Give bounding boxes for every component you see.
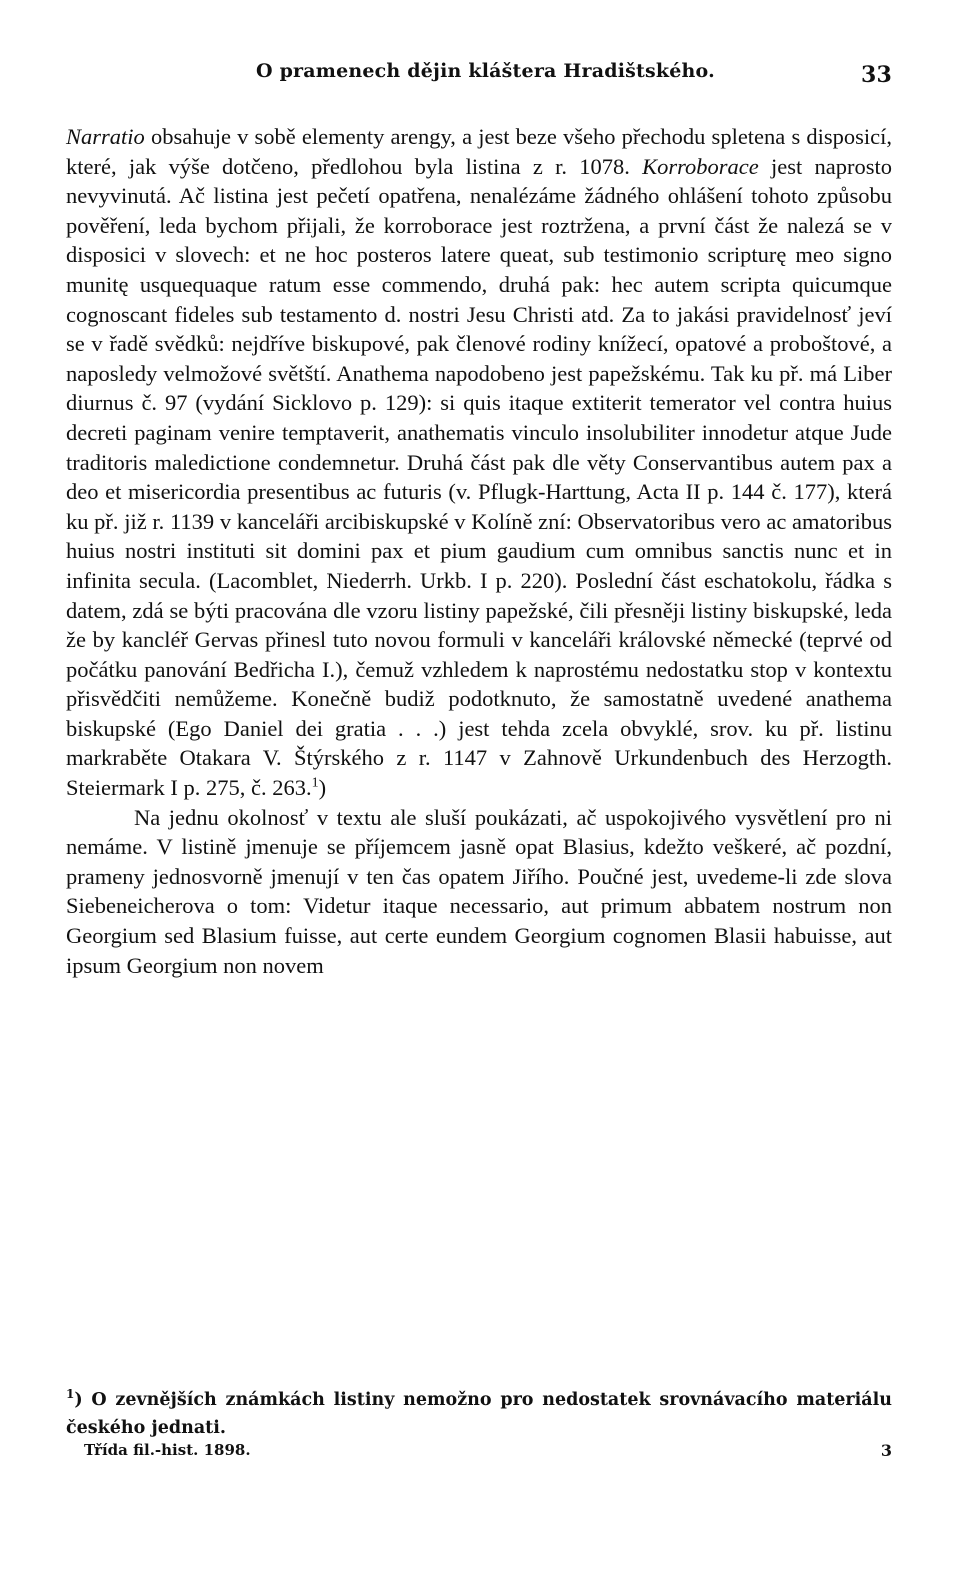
- italic-term-narratio: Narratio: [66, 124, 145, 149]
- running-title: O pramenech dějin kláštera Hradištského.: [256, 60, 715, 82]
- paragraph-2: Na jednu okolnosť v textu ale sluší poukázati, ač uspokojivého vysvětlení pro ni nemáme. V listině jmenuje se příjemcem jasně opat Blasius, kdežto veškeré, ač pozdní, prameny jednosvorně jmenují v ten čas opatem Jiřího. Poučné jest, uvedeme-li zde slova Siebeneicherova o tom: Videtur itaque necessario, aut primum abbatem nostrum non Georgium sed Blasium fuisse, aut certe eundem Georgium cognomen Blasii habuisse, aut ipsum Georgium non novem: [66, 804, 892, 978]
- paragraph-1: [66, 122, 892, 803]
- paragraph-1-text-a: obsahuje v sobě elementy arengy, a jest beze všeho přechodu spletena s disposicí, které, jak výše dotčeno, předlohou byla listina z r. 1078.: [66, 124, 892, 179]
- footer-signature: Třída fil.-hist. 1898.: [84, 1441, 251, 1459]
- footnote-text: ) O zevnějších známkách listiny nemožno pro nedostatek srovnávacího materiálu českého jednati.: [66, 1389, 892, 1438]
- page-footer: [84, 1441, 892, 1467]
- running-header: [256, 60, 892, 90]
- italic-term-korroborace: Korroborace: [642, 153, 759, 179]
- sheet-number: 3: [880, 1441, 892, 1460]
- paragraph-1-text-b: jest naprosto nevyvinutá. Ač listina jest pečetí opatřena, nenalézáme žádného ohlášení tohoto způsobu pověření, leda bychom přijali, že korroborace jest roztržena, a první část že nalezá se v disposici v slovech: et ne hoc posteros latere queat, sub testimonio scripturę meo signo munitę usquequaque ratum esse commendo, druhá pak: hec autem scripta quicumque cognoscant fideles sub testamento d. nostri Jesu Christi atd. Za to jakási pravidelnosť jeví se v řadě svědků: nejdříve biskupové, pak členové rodiny knížecí, opatové a proboštové, a naposledy velmožové světští. Anathema napodobeno jest papežskému. Tak ku př. má Liber diurnus č. 97 (vydání Sicklovo p. 129): si quis itaque extiterit temerator vel contra huius decreti paginam venire temptaverit, anathematis vinculo insolubiliter innodetur atque Jude traditoris maledictione condemnetur. Druhá část pak dle věty Conservantibus autem pax a deo et misericordia presentibus ac futuris (v. Pflugk-Harttung, Acta II p. 144 č. 177), která ku př. již r. 1139 v kanceláři arcibiskupské v Kolíně zní: Observatoribus vero ac amatoribus huius nostri instituti sit domini pax et pium gaudium cum omnibus sanctis nunc et in infinita secula. (Lacomblet, Niederrh. Urkb. I p. 220). Poslední část eschatokolu, řádka s datem, zdá se býti pracována dle vzoru listiny papežské, čili přesněji listiny biskupské, leda že by kancléř Gervas přinesl tuto novou formuli v kanceláři královské německé (teprvé od počátku panování Bedřicha I.), čemuž vzhledem k naprostému nedostatku stop v kontextu přisvědčiti nemůžeme. Konečně budiž podotknuto, že samostatně uvedené anathema biskupské (Ego Daniel dei gratia . . .) jest tehda zcela obvyklé, srov. ku př. listinu markraběte Otakara V. Štýrského z r. 1147 v Zahnově Urkundenbuch des Herzogth. Steiermark I p. 275, č. 263.: [66, 153, 892, 801]
- main-text: [66, 122, 892, 980]
- footnote-reference: 1: [311, 775, 319, 791]
- footnote: [66, 1380, 892, 1442]
- paragraph-1-text-c: ): [318, 775, 327, 801]
- page-number: 33: [860, 62, 892, 88]
- footnote-mark: 1: [66, 1387, 75, 1401]
